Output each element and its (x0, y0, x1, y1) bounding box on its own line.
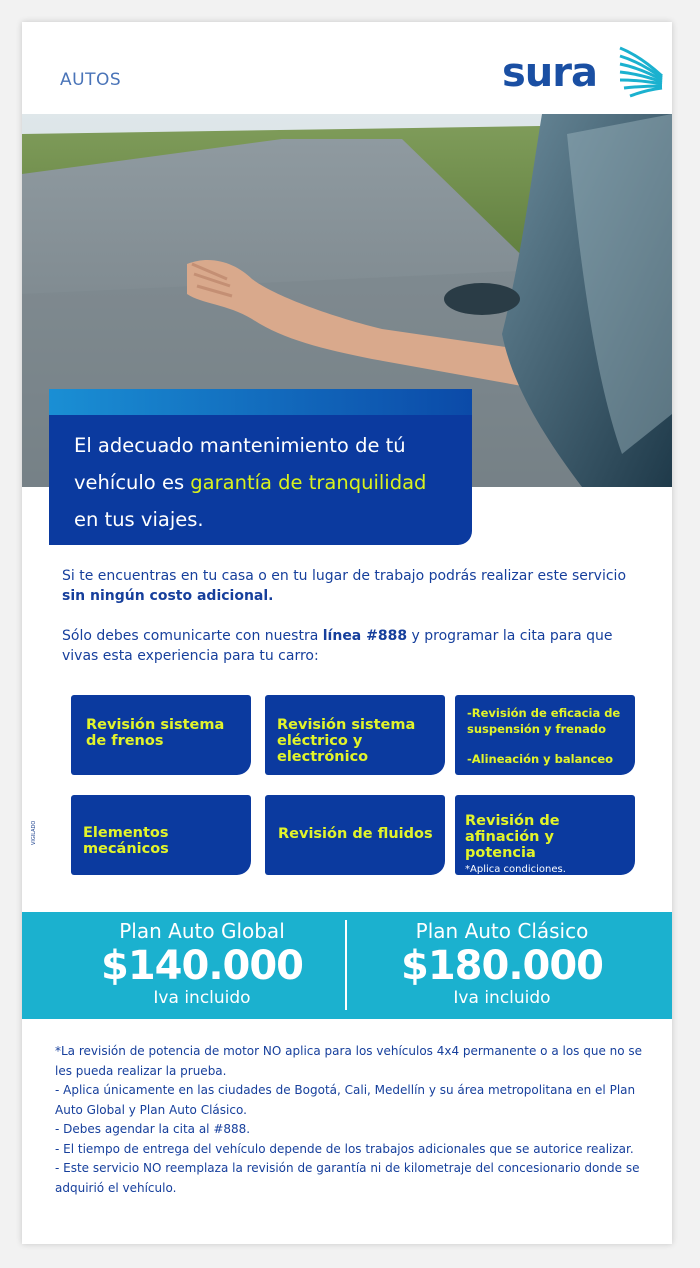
intro-p2-post: y programar la cita para que vivas esta experiencia para tu carro: (62, 628, 613, 664)
plan-clasico-price: $180.000 (400, 943, 604, 989)
service-frenos (71, 695, 251, 775)
service-afinacion (455, 795, 635, 875)
intro-paragraph-2 (62, 626, 647, 666)
service-suspension-label: -Revisión de eficacia de suspensión y frenado (467, 706, 621, 736)
vigilado-label (24, 677, 38, 847)
plans-divider (345, 920, 347, 1010)
service-afinacion-note: *Aplica condiciones. (465, 864, 566, 875)
plan-global-tax: Iva incluido (153, 988, 251, 1008)
service-alineacion-label: -Alineación y balanceo (467, 752, 614, 766)
service-frenos-label: Revisión sistema de frenos (86, 717, 225, 749)
service-electrico (265, 695, 445, 775)
headline-box (49, 389, 472, 545)
service-mecanicos-label: Elementos mecánicos (83, 825, 169, 857)
headline-highlight: garantía de tranquilidad (190, 471, 427, 494)
plans-band (22, 912, 672, 1019)
term-item: - Aplica únicamente en las ciudades de Bogotá, Cali, Medellín y su área metropolitana en el Plan Auto Global y Plan Auto Clásico. (55, 1083, 636, 1117)
headline-line1: El adecuado mantenimiento de tú (74, 434, 406, 457)
intro-paragraph-1 (62, 566, 647, 606)
plan-global-price: $140.000 (100, 943, 304, 989)
sura-logo[interactable] (502, 44, 662, 104)
intro-text (62, 566, 647, 686)
intro-p1-text: Si te encuentras en tu casa o en tu lugar de trabajo podrás realizar este servicio (62, 568, 627, 584)
headline-line3: en tus viajes. (74, 508, 204, 531)
intro-p2-bold: línea #888 (322, 628, 408, 644)
headline-line2: vehículo es (74, 471, 191, 494)
term-item: - Debes agendar la cita al #888. (55, 1122, 251, 1136)
service-electrico-label: Revisión sistema eléctrico y electrónico (277, 717, 416, 765)
service-fluidos (265, 795, 445, 875)
email-card (22, 22, 672, 1244)
term-item: - Este servicio NO reemplaza la revisión de garantía ni de kilometraje del concesionario donde se adquirió el vehículo. (55, 1161, 640, 1195)
section-label: AUTOS (60, 70, 122, 90)
plan-clasico (362, 918, 642, 1008)
term-item: *La revisión de potencia de motor NO aplica para los vehículos 4x4 permanente o a los que no se les pueda realizar la prueba. (55, 1044, 643, 1078)
plan-global-name: Plan Auto Global (119, 919, 285, 943)
vigilado-text: VIGILADO (31, 820, 37, 845)
service-afinacion-label: Revisión de afinación y potencia (465, 813, 560, 861)
plan-global (62, 918, 342, 1008)
intro-p2-pre: Sólo debes comunicarte con nuestra (62, 628, 323, 644)
intro-p1-bold: sin ningún costo adicional. (62, 588, 274, 604)
logo-wordmark: sura (502, 50, 598, 96)
service-suspension (455, 695, 635, 775)
plan-clasico-name: Plan Auto Clásico (415, 919, 589, 943)
service-mecanicos (71, 795, 251, 875)
wings-icon (618, 46, 664, 102)
terms-text (55, 1042, 655, 1198)
headline-text (74, 427, 454, 538)
plan-clasico-tax: Iva incluido (453, 988, 551, 1008)
term-item: - El tiempo de entrega del vehículo depende de los trabajos adicionales que se autorice realizar. (55, 1141, 634, 1156)
service-fluidos-label: Revisión de fluidos (278, 826, 433, 842)
headline-strip (49, 389, 472, 415)
